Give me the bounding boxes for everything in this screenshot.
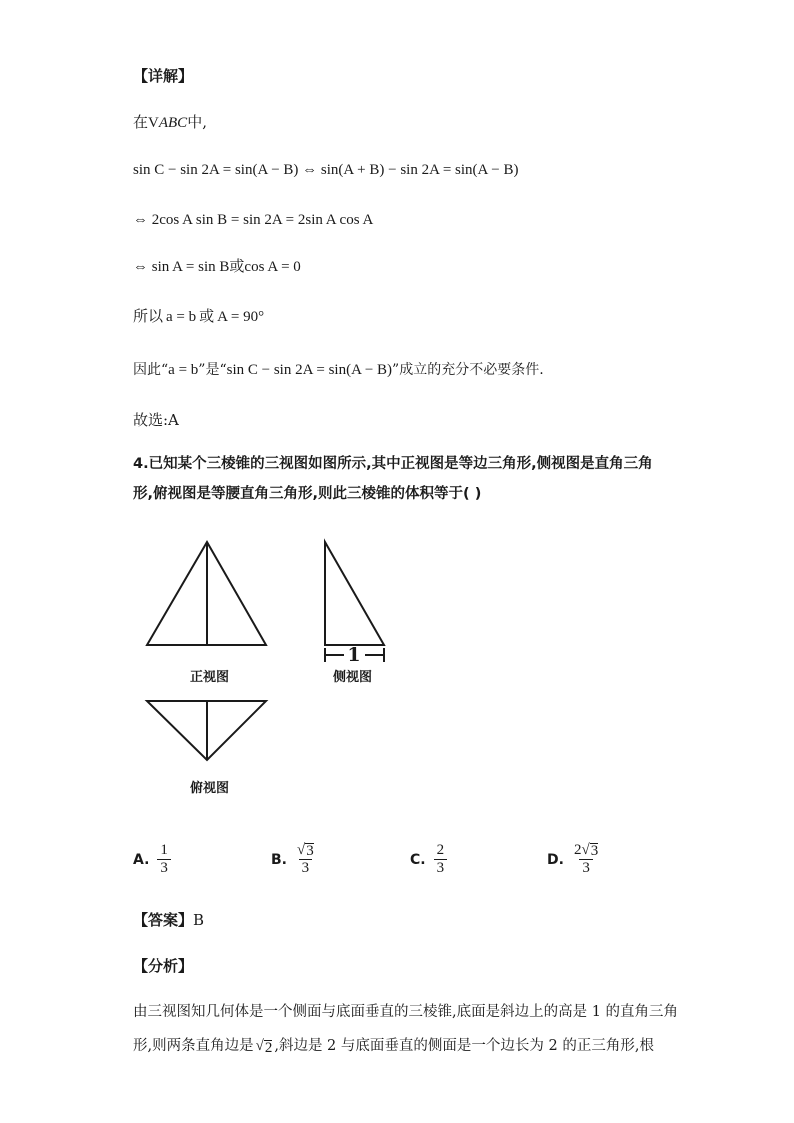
option-c-numerator: 2	[436, 842, 445, 858]
step-6-mid: ”是“	[198, 362, 227, 378]
analysis-line-2-b: ,斜边是 2 与底面垂直的侧面是一个边长为 2 的正三角形,根	[274, 1038, 654, 1054]
question-line-2: 形,俯视图是等腰直角三角形,则此三棱锥的体积等于( )	[133, 486, 482, 502]
option-b-radicand: 3	[306, 843, 314, 859]
step-6-condition: a = b	[168, 362, 199, 378]
option-a-letter: A.	[133, 851, 150, 868]
step-1-prefix: 在	[133, 113, 149, 131]
sqrt-icon: √ 3	[581, 842, 599, 859]
sqrt-icon: √ 2	[255, 1038, 273, 1056]
option-a-fraction	[157, 842, 171, 877]
option-a[interactable]	[133, 842, 171, 877]
option-b-fraction	[295, 842, 316, 877]
option-a-denominator: 3	[157, 859, 171, 877]
triangle-symbol: V	[148, 115, 159, 131]
step-1-suffix: 中,	[187, 113, 207, 131]
front-view-label: 正视图	[190, 670, 230, 685]
option-d-radicand: 3	[590, 843, 599, 859]
side-view-triangle	[325, 542, 384, 645]
sqrt-icon: √ 3	[297, 842, 314, 859]
option-c[interactable]	[410, 842, 447, 877]
triangle-name: ABC	[158, 115, 188, 131]
step-5-a: a = b	[166, 309, 197, 325]
option-b-denominator: 3	[299, 859, 313, 877]
step-4-a: ⇔ sin A = sin B	[133, 259, 230, 275]
detail-heading: 【详解】	[133, 67, 194, 85]
analysis-heading: 【分析】	[133, 957, 194, 975]
step-3-equation: ⇔ 2cos A sin B = sin 2A = 2sin A cos A	[133, 212, 374, 228]
option-d-letter: D.	[547, 851, 564, 868]
option-d-fraction	[572, 842, 600, 877]
answer-value: B	[193, 911, 205, 929]
step-7-choice: 故选:A	[133, 411, 179, 429]
dimension-value: 1	[347, 644, 361, 666]
step-6-suffix: ”成立的充分不必要条件.	[392, 362, 544, 378]
option-c-letter: C.	[410, 851, 426, 868]
answer	[133, 910, 204, 930]
answer-heading: 【答案】	[133, 911, 194, 929]
step-5-prefix: 所以	[133, 307, 164, 325]
option-d-denominator: 3	[579, 859, 593, 877]
side-view-label: 侧视图	[333, 670, 373, 685]
step-5-b: A = 90°	[217, 309, 265, 325]
analysis-line-2	[133, 1036, 654, 1056]
option-c-fraction	[434, 842, 448, 877]
question-line-1: 4.已知某个三棱锥的三视图如图所示,其中正视图是等边三角形,侧视图是直角三角	[133, 456, 653, 472]
option-b-letter: B.	[271, 851, 287, 868]
step-4-or: 或	[229, 257, 245, 275]
step-4-b: cos A = 0	[244, 259, 301, 275]
option-b[interactable]	[271, 842, 316, 877]
analysis-line-1: 由三视图知几何体是一个侧面与底面垂直的三棱锥,底面是斜边上的高是 1 的直角三角	[133, 1004, 679, 1020]
option-c-denominator: 3	[434, 859, 448, 877]
step-5-or: 或	[199, 307, 215, 325]
option-d[interactable]	[547, 842, 600, 877]
analysis-radicand: 2	[264, 1040, 273, 1056]
analysis-line-2-a: 形,则两条直角边是	[133, 1038, 254, 1054]
step-2-equation: sin C − sin 2A = sin(A − B) ⇔ sin(A + B) − sin 2A = sin(A − B)	[133, 162, 519, 178]
option-d-coefficient: 2	[573, 842, 582, 858]
step-6-prefix: 因此“	[133, 362, 169, 378]
top-view-label: 俯视图	[190, 781, 230, 796]
step-6-expression: sin C − sin 2A = sin(A − B)	[226, 362, 393, 378]
option-a-numerator: 1	[160, 842, 168, 858]
